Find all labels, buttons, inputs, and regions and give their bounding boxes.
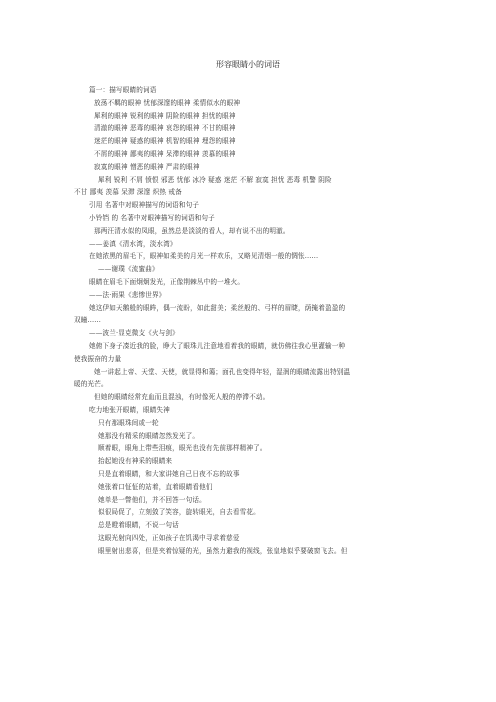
text-line: 抬起她没有神采的眼睛来 xyxy=(98,457,173,466)
text-line: 她那没有精采的眼睛忽然发光了。 xyxy=(98,431,200,440)
text-line: 篇一：描写眼睛的词语 xyxy=(89,86,157,94)
text-line: 引用 名著中对眼神描写的词语和句子 xyxy=(89,201,200,210)
document-title: 形容眼睛小的词语 xyxy=(216,60,280,69)
text-line: 眼里射出悲喜，但是夹着惊疑的光，虽然力避我的视线，张皇地似乎要破窗飞去。但 xyxy=(98,546,348,555)
text-line: 但她的眼睛经常充血而且混浊，有时像死人般的停滞不动。 xyxy=(94,393,270,402)
text-line: 放荡不羁的眼神 忧郁深邃的眼神 柔情似水的眼神 xyxy=(94,98,241,107)
text-line: 她张着口怔怔的站着，直着眼睛看他们 xyxy=(98,482,213,491)
text-line: 眼睛在眉毛下面炯炯发光，正像荆棘丛中的一堆火。 xyxy=(89,277,245,286)
text-line: 只是直着眼睛，和大家讲她自己日夜不忘的故事 xyxy=(98,469,240,478)
text-line: 她单是一瞥他们，并不回答一句话。 xyxy=(98,495,206,504)
text-line: ——谢璞《流蜜曲》 xyxy=(98,265,159,274)
text-line: 那两汪清水似的凤眼，虽然总是淡淡的看人，却有说不出的明澈。 xyxy=(94,226,290,235)
text-line: 总是瞪着眼睛，不说一句话 xyxy=(98,521,179,530)
text-line: 她这伊如天鹅般的眼眸，偶一流盼，如此甜美；柔丝般的、弓样的眉睫，荫掩着盈盈的 xyxy=(89,303,346,312)
text-line: 不屑的眼神 鄙夷的眼神 呆滞的眼神 羡慕的眼神 xyxy=(94,149,236,158)
text-line: 迷茫的眼神 疑惑的眼神 机智的眼神 埋怨的眼神 xyxy=(94,137,236,146)
text-line: 似很局促了，立刻敛了笑容，旋转眼光，自去看雪花。 xyxy=(98,508,260,517)
text-line: 不甘 鄙夷 羡慕 呆滞 深邃 炽热 戒备 xyxy=(74,188,182,197)
text-line: 犀利的眼神 锐利的眼神 阴险的眼神 担忧的眼神 xyxy=(94,111,236,120)
text-line: 顺着眼，眼角上带些泪痕，眼光也没有先前那样精神了。 xyxy=(98,444,267,453)
text-line: 在她浓黑的眉毛下，眼神如柔美的月光一样欢乐，又略见清烟一般的惆怅...... xyxy=(89,252,319,261)
text-line: 清澈的眼神 恶毒的眼神 哀怨的眼神 不甘的眼神 xyxy=(94,124,236,133)
text-line: ——姜滇《清水湾，淡水湾》 xyxy=(89,239,177,248)
text-line: 只有那眼珠间或一轮 xyxy=(98,418,159,427)
text-line: 吃力地张开眼睛，眼睛失神 xyxy=(89,405,170,414)
text-line: 暖的光芒。 xyxy=(74,380,108,389)
text-line: 这眼光射向四处，正如孩子在饥渴中寻求着慈爱 xyxy=(98,533,240,542)
text-line: 双瞳...... xyxy=(74,316,101,325)
document-body xyxy=(74,84,409,557)
text-line: 小铃铛 的 名著中对眼神描写的词语和句子 xyxy=(89,213,215,222)
text-line: 犀利 锐利 不屑 愤恨 邪恶 忧郁 冰冷 疑惑 迷茫 不解 寂寞 担忧 恶毒 机警 阴险 xyxy=(98,175,332,184)
text-line: 她俯下身子凑近我的脸，睁大了眼珠儿注意地看着我的眼睛，就仿佛往我心里灌输一种 xyxy=(89,341,346,350)
text-line: 寂寞的眼神 憎恶的眼神 严肃的眼神 xyxy=(94,162,200,171)
text-line: ——法·雨果《悲惨世界》 xyxy=(89,290,166,299)
text-line: 使我振奋的力量 xyxy=(74,354,122,363)
text-line: 她一讲起上帝、天堂、天使，就显得和蔼；面孔也变得年轻，湿润的眼睛流露出特别温 xyxy=(94,367,351,376)
text-line: ——波兰·显克微支《火与剑》 xyxy=(89,329,179,338)
